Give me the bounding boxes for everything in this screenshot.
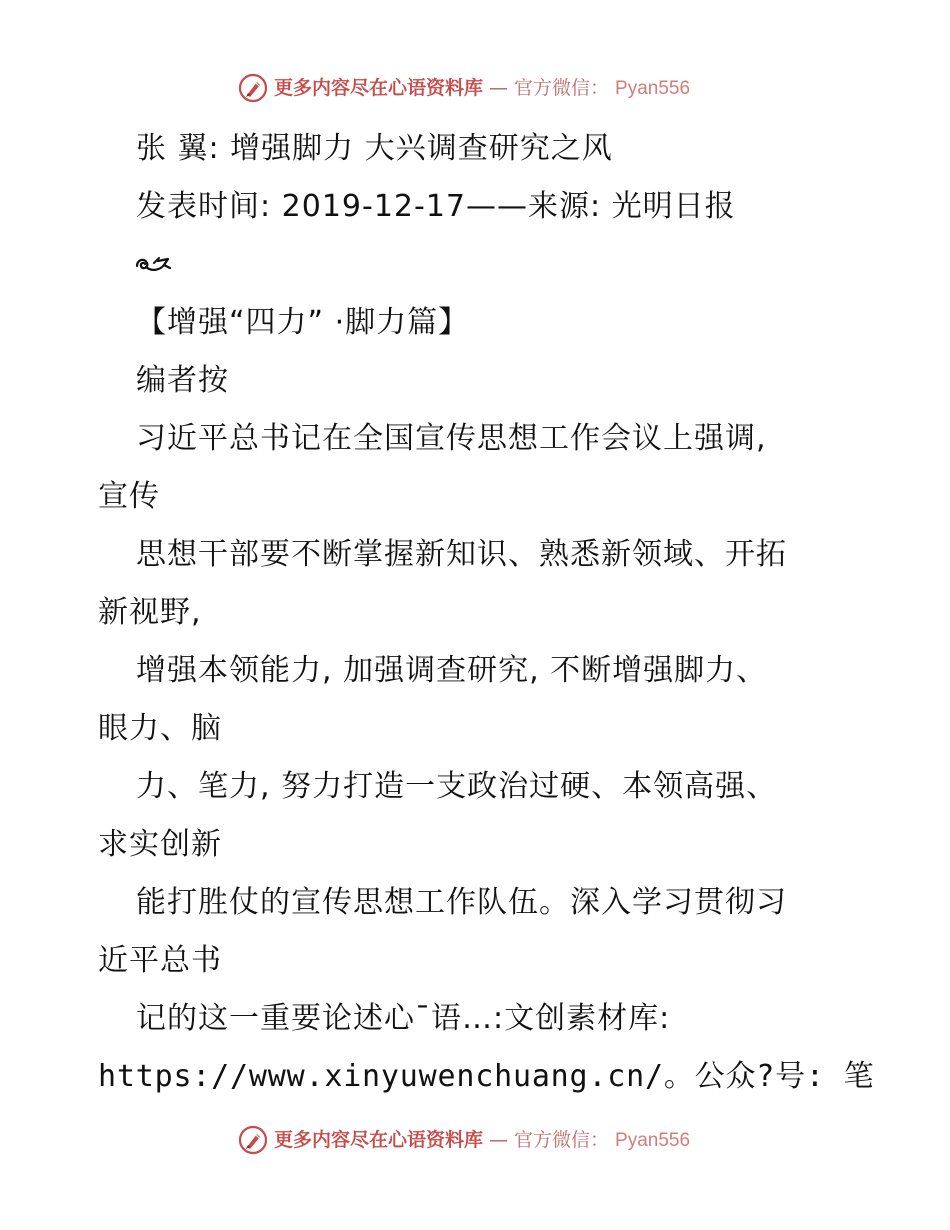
body-line: 增强本领能力, 加强调查研究, 不断增强脚力、: [136, 653, 768, 688]
watermark-contact-label: 官方微信：: [514, 1128, 610, 1151]
body-line: 记的这一重要论述心¯语…:文创素材库:: [136, 1001, 671, 1036]
body-line: 思想干部要不断掌握新知识、熟悉新领域、开拓: [136, 537, 787, 572]
watermark-separator: —: [489, 1128, 509, 1151]
watermark-text: 更多内容尽在心语资料库: [274, 1128, 484, 1151]
watermark-separator: —: [489, 76, 509, 99]
article-title: 张 翼: 增强脚力 大兴调查研究之风: [136, 131, 613, 166]
pen-nib-logo-icon: [238, 1125, 268, 1155]
body-line: 习近平总书记在全国宣传思想工作会议上强调,: [136, 421, 767, 456]
fleuron-ornament-icon: [98, 236, 858, 294]
watermark-wechat-id: Pyan556: [615, 1129, 691, 1151]
body-line: 能打胜仗的宣传思想工作队伍。深入学习贯彻习: [136, 885, 787, 920]
source-url-line: https://www.xinyuwenchuang.cn/。公众?号: 笔: [98, 1059, 875, 1094]
document-body: [98, 120, 875, 1106]
watermark-text: 更多内容尽在心语资料库: [274, 76, 484, 99]
section-heading: 【增强“四力” ·脚力篇】: [136, 305, 470, 340]
watermark-contact-label: 官方微信：: [514, 76, 610, 99]
body-line: 宣传: [98, 479, 160, 514]
body-line: 求实创新: [98, 827, 222, 862]
watermark-header: [238, 71, 690, 105]
article-meta: 发表时间: 2019-12-17——来源: 光明日报: [136, 189, 736, 224]
watermark-wechat-id: Pyan556: [615, 77, 691, 99]
body-line: 眼力、脑: [98, 711, 222, 746]
pen-nib-logo-icon: [238, 73, 268, 103]
body-line: 近平总书: [98, 943, 222, 978]
editor-note-heading: 编者按: [136, 363, 229, 398]
watermark-footer: [238, 1123, 690, 1157]
body-line: 新视野,: [98, 595, 202, 630]
body-line: 力、笔力, 努力打造一支政治过硬、本领高强、: [136, 769, 778, 804]
